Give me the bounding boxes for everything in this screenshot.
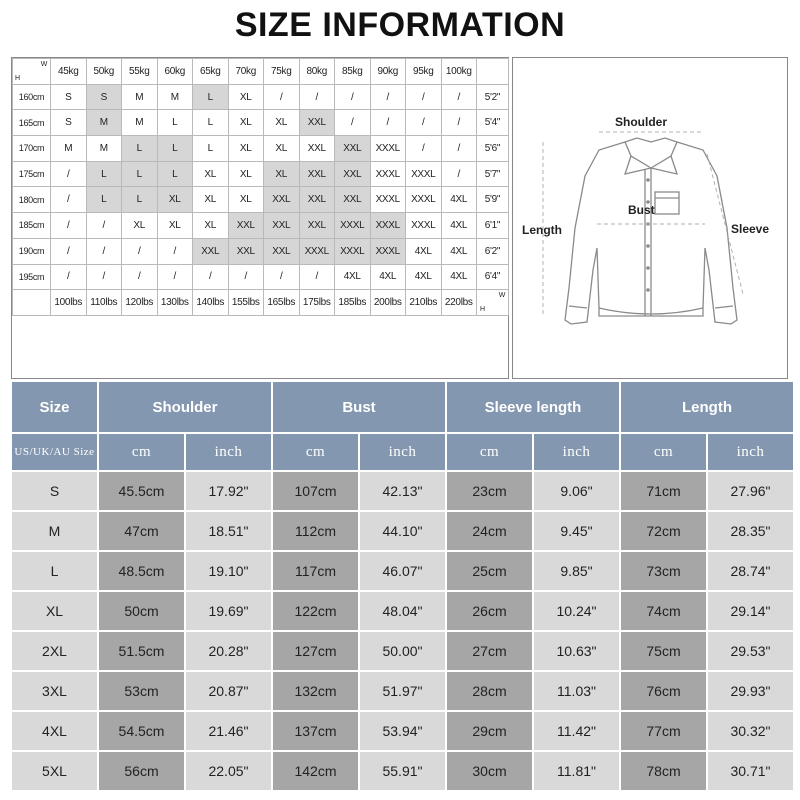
- weight-lbs-label: 110lbs: [86, 290, 122, 316]
- size-recommendation-cell: XXXL: [335, 238, 371, 264]
- measurement-cell-sleeve-cm: 30cm: [447, 752, 532, 790]
- sleeve-inch-subheader: inch: [534, 434, 619, 470]
- size-recommendation-cell: /: [406, 110, 442, 136]
- height-row: [13, 213, 509, 239]
- weight-lbs-label: 155lbs: [228, 290, 264, 316]
- size-recommendation-cell: L: [157, 161, 193, 187]
- size-recommendation-cell: XL: [228, 187, 264, 213]
- measurement-cell-length-in: 29.93": [708, 672, 793, 710]
- shoulder-inch-subheader: inch: [186, 434, 271, 470]
- measurement-cell-length-in: 28.74": [708, 552, 793, 590]
- height-row: [13, 264, 509, 290]
- blank-cell: [13, 290, 51, 316]
- weight-lbs-label: 165lbs: [264, 290, 300, 316]
- size-label: L: [12, 552, 97, 590]
- size-row: [12, 672, 793, 710]
- measurement-cell-length-in: 30.71": [708, 752, 793, 790]
- size-recommendation-cell: M: [51, 136, 87, 162]
- size-row: [12, 512, 793, 550]
- weight-kg-header: 65kg: [193, 59, 229, 85]
- size-row: [12, 712, 793, 750]
- measurement-cell-shoulder-in: 20.87": [186, 672, 271, 710]
- measurement-cell-length-cm: 72cm: [621, 512, 706, 550]
- size-recommendation-cell: XL: [264, 161, 300, 187]
- measurement-cell-shoulder-cm: 51.5cm: [99, 632, 184, 670]
- measurement-cell-shoulder-in: 19.10": [186, 552, 271, 590]
- measurement-cell-bust-in: 42.13": [360, 472, 445, 510]
- height-row: [13, 161, 509, 187]
- size-recommendation-cell: L: [122, 187, 158, 213]
- measurement-cell-sleeve-in: 9.06": [534, 472, 619, 510]
- measurement-cell-shoulder-in: 18.51": [186, 512, 271, 550]
- size-measurement-table: [10, 380, 795, 792]
- size-recommendation-cell: XL: [193, 213, 229, 239]
- size-recommendation-cell: /: [335, 84, 371, 110]
- size-recommendation-cell: /: [370, 84, 406, 110]
- height-ft-label: 5'6": [477, 136, 509, 162]
- size-recommendation-cell: /: [406, 84, 442, 110]
- length-cm-subheader: cm: [621, 434, 706, 470]
- height-cm-label: 185cm: [13, 213, 51, 239]
- size-recommendation-cell: /: [51, 264, 87, 290]
- measurement-cell-bust-cm: 117cm: [273, 552, 358, 590]
- weight-kg-header: 50kg: [86, 59, 122, 85]
- bust-inch-subheader: inch: [360, 434, 445, 470]
- size-recommendation-cell: S: [86, 84, 122, 110]
- measurement-cell-shoulder-in: 22.05": [186, 752, 271, 790]
- weight-height-chart: [11, 57, 509, 379]
- size-recommendation-cell: /: [157, 264, 193, 290]
- measurement-cell-bust-in: 51.97": [360, 672, 445, 710]
- measurement-cell-length-cm: 71cm: [621, 472, 706, 510]
- size-label: 2XL: [12, 632, 97, 670]
- size-recommendation-cell: /: [441, 110, 477, 136]
- measurement-cell-shoulder-cm: 47cm: [99, 512, 184, 550]
- size-recommendation-cell: XL: [157, 187, 193, 213]
- size-recommendation-cell: XXL: [193, 238, 229, 264]
- height-row: [13, 187, 509, 213]
- size-label: XL: [12, 592, 97, 630]
- size-recommendation-cell: L: [86, 187, 122, 213]
- size-recommendation-cell: XXXL: [370, 136, 406, 162]
- size-recommendation-cell: M: [86, 110, 122, 136]
- measurement-cell-sleeve-in: 9.45": [534, 512, 619, 550]
- measurement-cell-bust-in: 53.94": [360, 712, 445, 750]
- measurement-cell-length-in: 30.32": [708, 712, 793, 750]
- size-recommendation-cell: L: [157, 110, 193, 136]
- weight-lbs-label: 210lbs: [406, 290, 442, 316]
- measurement-cell-bust-in: 55.91": [360, 752, 445, 790]
- weight-lbs-label: 200lbs: [370, 290, 406, 316]
- shoulder-label: Shoulder: [615, 115, 668, 129]
- measurement-cell-sleeve-cm: 27cm: [447, 632, 532, 670]
- length-inch-subheader: inch: [708, 434, 793, 470]
- height-cm-label: 170cm: [13, 136, 51, 162]
- size-recommendation-cell: M: [122, 84, 158, 110]
- weight-lbs-label: 100lbs: [51, 290, 87, 316]
- size-recommendation-cell: /: [51, 161, 87, 187]
- size-recommendation-cell: XXL: [299, 136, 335, 162]
- measurement-cell-sleeve-in: 11.81": [534, 752, 619, 790]
- chart-spacer-row: [13, 315, 509, 338]
- height-cm-label: 180cm: [13, 187, 51, 213]
- region-size-subheader: US/UK/AU Size: [12, 434, 97, 470]
- height-ft-label: 6'2": [477, 238, 509, 264]
- sleeve-cm-subheader: cm: [447, 434, 532, 470]
- size-recommendation-cell: XL: [122, 213, 158, 239]
- height-ft-label: 6'4": [477, 264, 509, 290]
- size-recommendation-cell: L: [157, 136, 193, 162]
- measurement-cell-length-cm: 76cm: [621, 672, 706, 710]
- weight-lbs-label: 220lbs: [441, 290, 477, 316]
- size-row: [12, 552, 793, 590]
- size-recommendation-cell: /: [441, 84, 477, 110]
- measurement-cell-bust-cm: 122cm: [273, 592, 358, 630]
- weight-kg-header: 85kg: [335, 59, 371, 85]
- corner-h-label: H: [15, 74, 20, 82]
- size-label: 4XL: [12, 712, 97, 750]
- size-row: [12, 592, 793, 630]
- corner-hw-cell: [477, 290, 509, 316]
- measurement-cell-shoulder-in: 20.28": [186, 632, 271, 670]
- measurement-cell-sleeve-cm: 24cm: [447, 512, 532, 550]
- measurement-cell-sleeve-in: 10.24": [534, 592, 619, 630]
- size-recommendation-cell: XL: [193, 161, 229, 187]
- size-recommendation-cell: L: [122, 161, 158, 187]
- shirt-measurement-diagram: [512, 57, 788, 379]
- size-recommendation-cell: L: [193, 136, 229, 162]
- size-recommendation-cell: /: [157, 238, 193, 264]
- size-recommendation-cell: /: [299, 264, 335, 290]
- corner-w-label: W: [40, 61, 47, 68]
- weight-kg-header: 80kg: [299, 59, 335, 85]
- size-recommendation-cell: XXXL: [370, 187, 406, 213]
- size-recommendation-cell: XL: [228, 110, 264, 136]
- measurement-cell-bust-cm: 142cm: [273, 752, 358, 790]
- weight-kg-header: 45kg: [51, 59, 87, 85]
- weight-lbs-row: [13, 290, 509, 316]
- shirt-outline-icon: [513, 58, 787, 378]
- size-recommendation-cell: L: [122, 136, 158, 162]
- measurement-cell-sleeve-in: 9.85": [534, 552, 619, 590]
- size-label: S: [12, 472, 97, 510]
- height-cm-label: 175cm: [13, 161, 51, 187]
- weight-kg-header: 90kg: [370, 59, 406, 85]
- measurement-cell-shoulder-cm: 53cm: [99, 672, 184, 710]
- size-recommendation-cell: M: [86, 136, 122, 162]
- corner-hw-cell: [13, 59, 51, 85]
- size-label: 5XL: [12, 752, 97, 790]
- measurement-cell-length-cm: 74cm: [621, 592, 706, 630]
- page-title: SIZE INFORMATION: [234, 6, 566, 44]
- size-recommendation-cell: /: [264, 264, 300, 290]
- size-recommendation-cell: XL: [264, 110, 300, 136]
- size-label: 3XL: [12, 672, 97, 710]
- size-recommendation-cell: /: [51, 187, 87, 213]
- size-recommendation-cell: 4XL: [406, 238, 442, 264]
- size-recommendation-cell: XXXL: [335, 213, 371, 239]
- size-recommendation-cell: S: [51, 84, 87, 110]
- measurement-cell-sleeve-in: 11.42": [534, 712, 619, 750]
- size-recommendation-cell: 4XL: [370, 264, 406, 290]
- size-recommendation-cell: 4XL: [441, 238, 477, 264]
- height-row: [13, 238, 509, 264]
- bust-label: Bust: [628, 203, 655, 217]
- measurement-cell-bust-cm: 112cm: [273, 512, 358, 550]
- size-recommendation-cell: XXXL: [406, 213, 442, 239]
- weight-height-table: [12, 58, 509, 338]
- height-row: [13, 84, 509, 110]
- size-recommendation-cell: M: [157, 84, 193, 110]
- weight-header-row: [13, 59, 509, 85]
- size-recommendation-cell: XL: [228, 136, 264, 162]
- weight-lbs-label: 130lbs: [157, 290, 193, 316]
- height-row: [13, 136, 509, 162]
- size-recommendation-cell: 4XL: [441, 187, 477, 213]
- height-ft-label: 5'2": [477, 84, 509, 110]
- weight-kg-header: 100kg: [441, 59, 477, 85]
- size-recommendation-cell: S: [51, 110, 87, 136]
- size-recommendation-cell: XL: [228, 84, 264, 110]
- size-header: Size: [12, 382, 97, 432]
- size-recommendation-cell: /: [441, 161, 477, 187]
- weight-kg-header: 55kg: [122, 59, 158, 85]
- measurement-cell-bust-in: 50.00": [360, 632, 445, 670]
- height-row: [13, 110, 509, 136]
- size-recommendation-cell: XXL: [264, 187, 300, 213]
- size-recommendation-cell: /: [122, 238, 158, 264]
- measurement-cell-sleeve-cm: 28cm: [447, 672, 532, 710]
- height-ft-label: 5'9": [477, 187, 509, 213]
- size-recommendation-cell: XL: [228, 161, 264, 187]
- measurement-cell-bust-cm: 127cm: [273, 632, 358, 670]
- blank-cell: [477, 59, 509, 85]
- weight-kg-header: 75kg: [264, 59, 300, 85]
- corner-h-label: H: [480, 305, 485, 313]
- size-recommendation-cell: /: [86, 264, 122, 290]
- measurement-cell-length-cm: 75cm: [621, 632, 706, 670]
- measurement-cell-sleeve-cm: 29cm: [447, 712, 532, 750]
- measurement-cell-shoulder-in: 19.69": [186, 592, 271, 630]
- size-recommendation-cell: L: [193, 84, 229, 110]
- bust-cm-subheader: cm: [273, 434, 358, 470]
- measurement-cell-bust-cm: 107cm: [273, 472, 358, 510]
- size-recommendation-cell: XXXL: [299, 238, 335, 264]
- size-recommendation-cell: /: [335, 110, 371, 136]
- size-recommendation-cell: XXL: [228, 238, 264, 264]
- size-recommendation-cell: XXXL: [370, 213, 406, 239]
- size-recommendation-cell: 4XL: [441, 264, 477, 290]
- size-recommendation-cell: XXL: [299, 213, 335, 239]
- size-recommendation-cell: XXL: [299, 161, 335, 187]
- weight-kg-header: 60kg: [157, 59, 193, 85]
- length-header: Length: [621, 382, 793, 432]
- size-recommendation-cell: /: [86, 213, 122, 239]
- measurement-cell-sleeve-cm: 23cm: [447, 472, 532, 510]
- sleeve-length-header: Sleeve length: [447, 382, 619, 432]
- measurement-cell-length-cm: 78cm: [621, 752, 706, 790]
- size-label: M: [12, 512, 97, 550]
- weight-lbs-label: 185lbs: [335, 290, 371, 316]
- size-recommendation-cell: /: [86, 238, 122, 264]
- measurement-cell-bust-in: 44.10": [360, 512, 445, 550]
- corner-w-label: W: [498, 292, 505, 300]
- height-cm-label: 190cm: [13, 238, 51, 264]
- size-recommendation-cell: XXXL: [406, 161, 442, 187]
- size-recommendation-cell: XXL: [335, 136, 371, 162]
- size-recommendation-cell: /: [370, 110, 406, 136]
- height-cm-label: 160cm: [13, 84, 51, 110]
- length-label: Length: [522, 223, 562, 237]
- measurement-cell-length-cm: 77cm: [621, 712, 706, 750]
- weight-kg-header: 70kg: [228, 59, 264, 85]
- size-recommendation-cell: /: [51, 238, 87, 264]
- size-row: [12, 632, 793, 670]
- size-recommendation-cell: /: [193, 264, 229, 290]
- measurement-cell-shoulder-cm: 56cm: [99, 752, 184, 790]
- blank-cell: [13, 315, 509, 338]
- size-recommendation-cell: /: [264, 84, 300, 110]
- size-recommendation-cell: XXL: [264, 213, 300, 239]
- size-recommendation-cell: 4XL: [406, 264, 442, 290]
- size-row: [12, 752, 793, 790]
- size-recommendation-cell: XXXL: [370, 161, 406, 187]
- shoulder-cm-subheader: cm: [99, 434, 184, 470]
- measurement-cell-length-in: 29.53": [708, 632, 793, 670]
- bust-header: Bust: [273, 382, 445, 432]
- weight-lbs-label: 120lbs: [122, 290, 158, 316]
- size-recommendation-cell: M: [122, 110, 158, 136]
- measurement-cell-shoulder-in: 21.46": [186, 712, 271, 750]
- size-recommendation-cell: /: [51, 213, 87, 239]
- size-recommendation-cell: XL: [193, 187, 229, 213]
- measurement-cell-sleeve-cm: 25cm: [447, 552, 532, 590]
- measurement-cell-bust-cm: 132cm: [273, 672, 358, 710]
- shoulder-header: Shoulder: [99, 382, 271, 432]
- size-recommendation-cell: 4XL: [335, 264, 371, 290]
- size-row: [12, 472, 793, 510]
- measurement-cell-sleeve-cm: 26cm: [447, 592, 532, 630]
- measurement-cell-bust-in: 46.07": [360, 552, 445, 590]
- size-recommendation-cell: XXL: [228, 213, 264, 239]
- size-recommendation-cell: XXL: [299, 110, 335, 136]
- measurement-cell-shoulder-cm: 54.5cm: [99, 712, 184, 750]
- sleeve-label: Sleeve: [731, 222, 770, 236]
- measurement-cell-length-in: 27.96": [708, 472, 793, 510]
- measurement-cell-bust-cm: 137cm: [273, 712, 358, 750]
- size-recommendation-cell: /: [441, 136, 477, 162]
- measurement-cell-bust-in: 48.04": [360, 592, 445, 630]
- measurement-cell-length-cm: 73cm: [621, 552, 706, 590]
- size-recommendation-cell: XXL: [264, 238, 300, 264]
- measurement-cell-length-in: 28.35": [708, 512, 793, 550]
- weight-lbs-label: 175lbs: [299, 290, 335, 316]
- measurement-cell-shoulder-cm: 50cm: [99, 592, 184, 630]
- height-cm-label: 195cm: [13, 264, 51, 290]
- measurement-cell-sleeve-in: 10.63": [534, 632, 619, 670]
- measurement-cell-shoulder-cm: 48.5cm: [99, 552, 184, 590]
- measurement-cell-shoulder-in: 17.92": [186, 472, 271, 510]
- size-recommendation-cell: L: [193, 110, 229, 136]
- measurement-cell-sleeve-in: 11.03": [534, 672, 619, 710]
- size-recommendation-cell: /: [228, 264, 264, 290]
- size-recommendation-cell: XXXL: [370, 238, 406, 264]
- size-recommendation-cell: XXL: [335, 187, 371, 213]
- size-recommendation-cell: /: [299, 84, 335, 110]
- size-recommendation-cell: XXXL: [406, 187, 442, 213]
- height-ft-label: 6'1": [477, 213, 509, 239]
- size-recommendation-cell: XL: [264, 136, 300, 162]
- size-recommendation-cell: /: [406, 136, 442, 162]
- weight-kg-header: 95kg: [406, 59, 442, 85]
- size-recommendation-cell: 4XL: [441, 213, 477, 239]
- size-recommendation-cell: XXL: [299, 187, 335, 213]
- height-ft-label: 5'4": [477, 110, 509, 136]
- measurement-cell-length-in: 29.14": [708, 592, 793, 630]
- measurement-cell-shoulder-cm: 45.5cm: [99, 472, 184, 510]
- size-recommendation-cell: XL: [157, 213, 193, 239]
- size-recommendation-cell: /: [122, 264, 158, 290]
- height-ft-label: 5'7": [477, 161, 509, 187]
- height-cm-label: 165cm: [13, 110, 51, 136]
- size-recommendation-cell: L: [86, 161, 122, 187]
- weight-lbs-label: 140lbs: [193, 290, 229, 316]
- size-recommendation-cell: XXL: [335, 161, 371, 187]
